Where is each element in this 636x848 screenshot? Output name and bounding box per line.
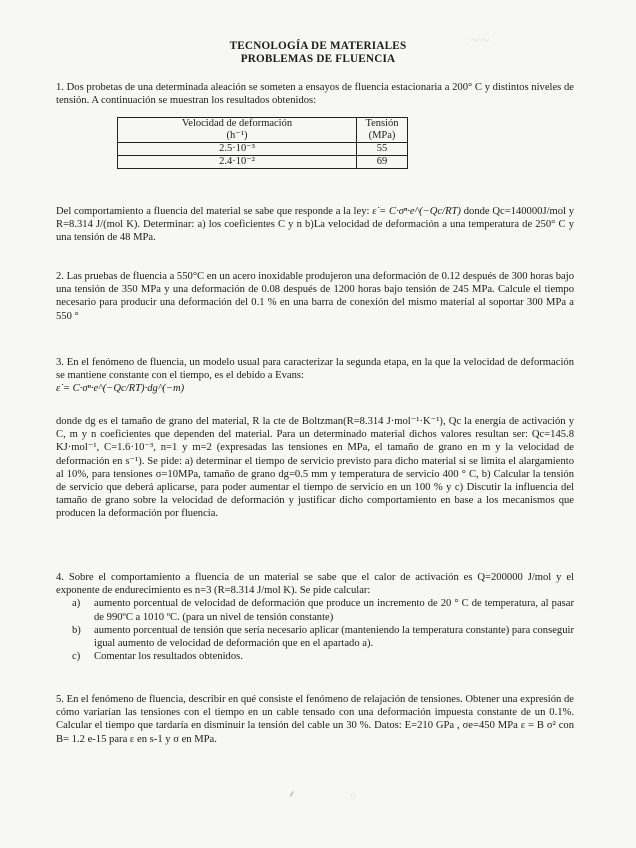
- problem-5: 5. En el fenómeno de fluencia, describir en qué consiste el fenómeno de relajación de tensiones. Obtener una expresión de cómo variarían las tensiones con el tiempo en un cable tensado con una deformación impuesta constante de un 0.1%. Calcular el tiempo que tardaría en disminuir la tensión del cable un 30 %. Datos: E=210 GPa , σe=450 MPa ε = B σ² con B= 1.2 e-15 para ε en s-1 y σ en MPa.: [56, 694, 574, 745]
- document-subtitle: PROBLEMAS DE FLUENCIA: [240, 53, 396, 65]
- table-header-rate: Velocidad de deformación (h⁻¹): [118, 118, 357, 143]
- table-row: [118, 156, 408, 169]
- creep-data-table: [117, 117, 408, 169]
- list-item: a) aumento porcentual de velocidad de deformación que produce un incremento de 20 ° C de temperatura, al pasar de 990ºC a 1010 ºC. (para un nivel de tensión constante): [72, 598, 574, 623]
- table-cell-rate: 2.5·10⁻³: [118, 143, 357, 156]
- problem-3-body: donde dg es el tamaño de grano del material, R la cte de Boltzman(R=8.314 J·mol⁻¹·K⁻¹), Qc la energía de activación y C, m y n coeficientes que dependen del material. Para un determinado material dichos valores resultan ser: Qc=145.8 KJ·mol⁻¹, C=1.6·10⁻³, n=1 y m=2 (expresadas las tensiones en MPa, el tamaño de grano en m y la velocidad de deformación en s⁻¹). Se pide: a) determinar el tiempo de servicio previsto para dicho material si se limita el alargamiento al 10%, para tensiones σ=10MPa, tamaño de grano dg=0.5 mm y temperatura de servicio 400 ° C, b) Calcular la tensión de servicio que deberá aplicarse, para poder aumentar el tiempo de servicio en un 100 % y c) Discutir la influencia del tamaño de grano sobre la velocidad de deformación y justificar dicho comportamiento en base a los mecanismos que producen la deformación por fluencia.: [56, 416, 574, 520]
- list-item: c) Comentar los resultados obtenidos.: [72, 651, 243, 663]
- table-header-stress: Tensión (MPa): [357, 118, 408, 143]
- scan-smudge-mark: ◌: [350, 790, 356, 801]
- scan-smudge-mark: ⸙: [288, 789, 296, 800]
- table-header-row: [118, 118, 408, 143]
- evans-equation: ε̇ = C·σⁿ·e^(−Qc/RT)·dg^(−m): [56, 383, 185, 395]
- table-cell-stress: 55: [357, 143, 408, 156]
- bleed-through-mark: ~~: [470, 30, 490, 50]
- problem-4-list: [56, 597, 574, 663]
- list-item: b) aumento porcentual de tensión que sería necesario aplicar (manteniendo la temperatura constante) para conseguir igual aumento de velocidad de deformación que en el apartado a).: [72, 624, 574, 650]
- problem-4: 4. Sobre el comportamiento a fluencia de un material se sabe que el calor de activación es Q=200000 J/mol y el exponente de endurecimiento es n=3 (R=8.314 J/mol K). Se pide calcular: a) aumento porcentual de velocidad de deformación que produce un incremento de 20 ° C de temperatura, al pasar de 990ºC a 1010 ºC. (para un nivel de tensión constante) b) aumento porcentual de tensión que sería necesario aplicar (manteniendo la temperatura constante) para conseguir igual aumento de velocidad de deformación que en el apartado a). c) Comentar los resultados obtenidos.: [56, 572, 574, 663]
- problem-2: 2. Las pruebas de fluencia a 550°C en un acero inoxidable produjeron una deformación de 0.12 después de 300 horas bajo una tensión de 350 MPa y una deformación de 0.08 después de 1200 horas bajo tensión de 245 MPa. Calcule el tiempo necesario para producir una deformación del 0.1 % en una barra de conexión del mismo material al soportar 300 MPa a 550 °: [56, 271, 574, 322]
- document-title: TECNOLOGÍA DE MATERIALES: [229, 40, 407, 52]
- problem-3-intro: 3. En el fenómeno de fluencia, un modelo usual para caracterizar la segunda etapa, en la que la velocidad de deformación se mantiene constante con el tiempo, es el debido a Evans: ε̇ = C·σⁿ·e^(−Qc/RT)·dg^(−m): [56, 357, 574, 395]
- table-cell-stress: 69: [357, 156, 408, 169]
- problem-1-body: Del comportamiento a fluencia del material se sabe que responde a la ley: ε̇ = C·σⁿ·e^(−Qc/RT) donde Qc=140000J/mol y R=8.314 J/(mol K). Determinar: a) los coeficientes C y n b)La velocidad de deformación a una temperatura de 250° C y una tensión de 48 MPa.: [56, 206, 575, 244]
- creep-law-equation: ε̇ = C·σⁿ·e^(−Qc/RT): [372, 206, 461, 217]
- table-row: [118, 143, 408, 156]
- table-cell-rate: 2.4·10⁻²: [118, 156, 357, 169]
- problem-1-intro: 1. Dos probetas de una determinada aleación se someten a ensayos de fluencia estacionaria a 200° C y distintos niveles de tensión. A continuación se muestran los resultados obtenidos:: [56, 82, 574, 107]
